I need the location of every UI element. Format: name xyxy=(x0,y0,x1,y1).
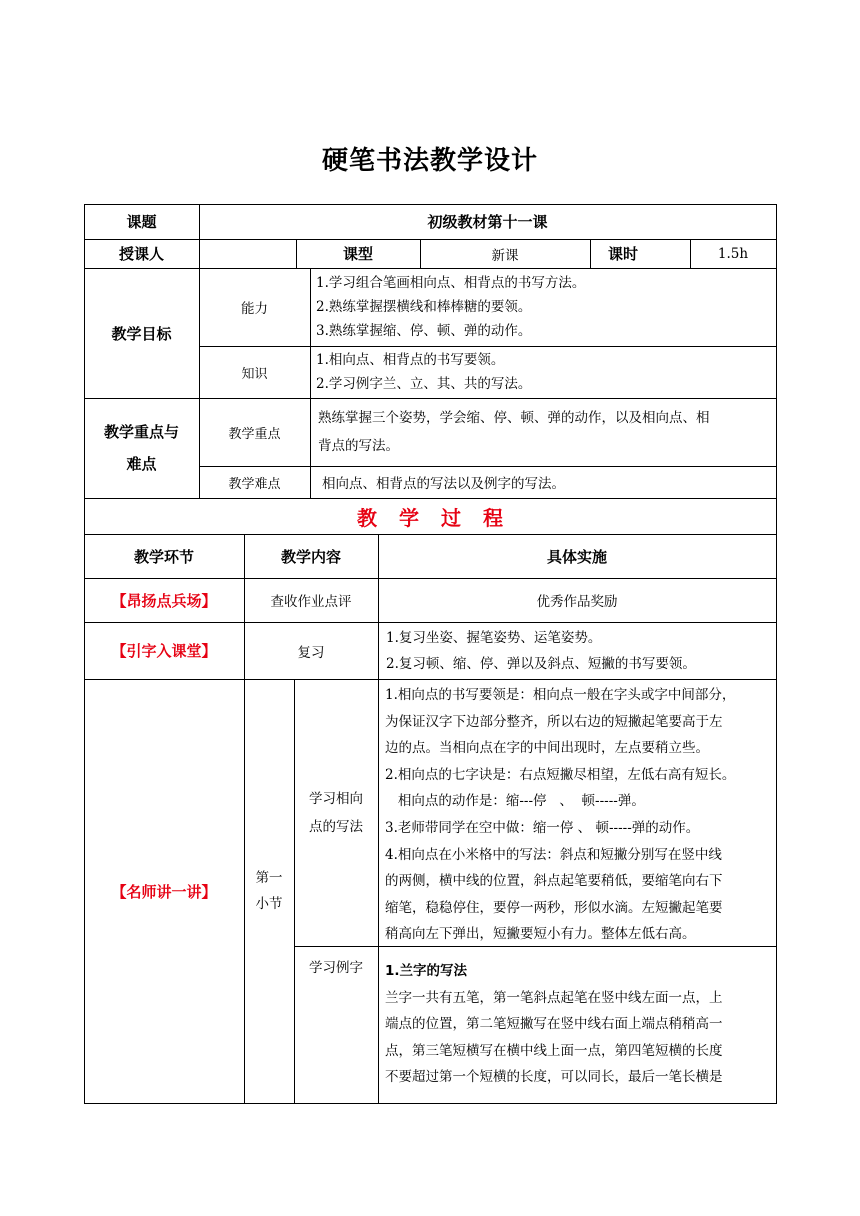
type-label: 课型 xyxy=(342,245,373,263)
page-title: 硬笔书法教学设计 xyxy=(321,146,538,176)
list-item: 1.学习组合笔画相向点、相背点的书写方法。 xyxy=(316,275,586,291)
teacher-value xyxy=(199,239,296,268)
list-item: 1.相向点、相背点的书写要领。 xyxy=(316,352,505,368)
sub2-label: 学习例字 xyxy=(309,960,363,976)
section-label: 第一 小节 xyxy=(255,870,283,912)
ability-label: 能力 xyxy=(241,301,268,317)
stage-teach: 【名师讲一讲】 xyxy=(111,882,217,901)
teacher-label: 授课人 xyxy=(118,245,164,263)
impl-reward: 优秀作品奖励 xyxy=(536,594,618,610)
sub2-text: 1.兰字的写法 兰字一共有五笔，第一笔斜点起笔在竖中线左面一点，上 端点的位置，第二笔短撇写在竖中线右面上端点稍稍高一 点，第三笔短横写在横中线上面一点，第四笔短横的长度 不要超过第一个短横的长度，可以同长，最后一笔长横是 xyxy=(385,963,723,1086)
list-item: 2.学习例字兰、立、其、共的写法。 xyxy=(316,376,532,392)
list-item: 2.熟练掌握摆横线和棒棒糖的要领。 xyxy=(316,299,532,315)
stage-warmup: 【昂扬点兵场】 xyxy=(111,591,217,610)
focus-text: 熟练掌握三个姿势，学会缩、停、顿、弹的动作，以及相向点、相 背点的写法。 xyxy=(318,410,710,454)
impl-review: 1.复习坐姿、握笔姿势、运笔姿势。 2.复习顿、缩、停、弹以及斜点、短撇的书写要领。 xyxy=(386,629,696,672)
type-value: 新课 xyxy=(491,247,519,264)
keypoints-label: 教学重点与 难点 xyxy=(103,423,179,473)
topic-value: 初级教材第十一课 xyxy=(427,213,548,231)
difficulty-label: 教学难点 xyxy=(228,476,281,492)
stage-intro: 【引字入课堂】 xyxy=(111,642,217,660)
col-impl: 具体实施 xyxy=(546,547,607,566)
hours-label: 课时 xyxy=(608,245,639,263)
content-review: 复习 xyxy=(297,644,325,661)
sub1-text: 1.相向点的书写要领是：相向点一般在字头或字中间部分， 为保证汉字下边部分整齐，所以右边的短撇起笔要高于左 边的点。当相向点在字的中间出现时，左点要稍立些。 2.相向点的七字诀是：右点短撇尽相望，左低右高有短长。 相向点的动作是：缩---停 、 顿-----弹。 3.老师带同学在空中做：缩一停 、 顿-----弹的动作。 4.相向点在小米格中的写法：斜点和短撇分别写在竖中线 的两侧，横中线的位置，斜点起笔要稍低，要缩笔向右下 缩笔，稳稳停住，要停一两秒，形似水滴。左短撇起笔要 稍高向左下弹出，短撇要短小有力。整体左低右高。 xyxy=(385,687,736,943)
content-homework: 查收作业点评 xyxy=(270,594,352,610)
difficulty-text: 相向点、相背点的写法以及例字的写法。 xyxy=(322,476,565,492)
ability-list xyxy=(316,268,776,346)
knowledge-list xyxy=(316,346,776,398)
col-stage: 教学环节 xyxy=(133,547,194,566)
hours-value: 1.5h xyxy=(717,245,749,262)
focus-label: 教学重点 xyxy=(228,426,281,442)
sub1-label: 学习相向 点的写法 xyxy=(309,790,363,835)
topic-label: 课题 xyxy=(126,213,157,231)
process-heading: 教学过程 xyxy=(357,505,525,530)
knowledge-label: 知识 xyxy=(241,366,268,382)
col-content: 教学内容 xyxy=(280,547,341,566)
list-item: 3.熟练掌握缩、停、顿、弹的动作。 xyxy=(316,323,532,339)
goals-label: 教学目标 xyxy=(111,324,172,343)
